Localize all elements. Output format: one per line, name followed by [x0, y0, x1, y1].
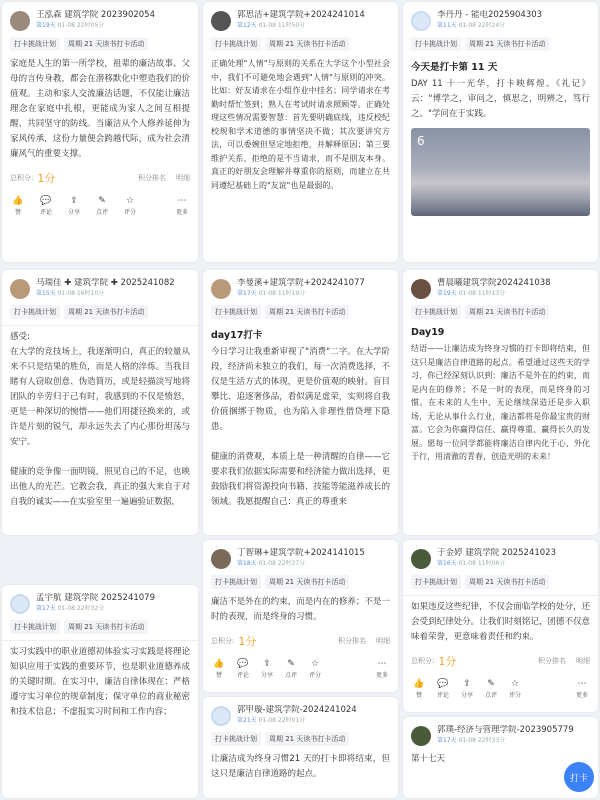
post-time: 01-08 22时33分: [458, 737, 506, 744]
total-label: 总积分:: [211, 637, 235, 645]
pencil-icon: ✎: [487, 679, 495, 689]
day-count: 第19天: [36, 22, 56, 29]
avatar[interactable]: [411, 11, 431, 31]
post-body: 如果违反这些纪律，不仅会面临学校的处分，还会受到纪律处分。让我们时刻铭记，团德不仅意味着荣誉，更意味着责任和约束。: [411, 602, 590, 642]
post-card[interactable]: [2, 2, 198, 262]
like-button[interactable]: 👍 赞: [12, 196, 24, 216]
share-button[interactable]: ⇪ 分享: [67, 196, 80, 216]
pencil-icon: ✎: [98, 196, 106, 206]
more-icon: ⋯: [177, 196, 187, 206]
points-value: 1分: [37, 172, 56, 185]
day-count: 第17天: [437, 737, 457, 744]
day-count: 第11天: [437, 22, 457, 29]
rate-button[interactable]: ☆ 评分: [508, 679, 521, 699]
avatar[interactable]: [411, 726, 431, 746]
post-time: 01-08 11时13分: [458, 290, 506, 297]
day-count: 第12天: [237, 22, 257, 29]
comment-icon: 💬: [237, 659, 249, 669]
share-icon: ⇪: [463, 679, 471, 689]
more-icon: ⋯: [377, 659, 387, 669]
thumb-up-icon: 👍: [413, 679, 425, 689]
post-title: 今天是打卡第 11 天: [411, 62, 498, 73]
post-body: 正确处理"人情"与原则的关系在大学这个小型社会中，我们不可避免地会遇到"人情"与原则的冲突。比如：好友请求在小组作业中挂名；同学请求在考勤时帮忙签到；熟人在考试时请求照顾等。正确处理这些情况需要智慧：首先要明确底线，违反校纪校规和学术道德的事情坚决不做；其次要讲究方法，可以委婉但坚定地拒绝，并解释原因；第三要维护关系，拒绝的是不当请求，而不是朋友本身。真正的好朋友会理解并尊重你的原则，而建立在共同遵纪基础上的"友谊"也是最弱的。: [211, 59, 390, 190]
post-card[interactable]: [203, 697, 398, 798]
comment-icon: 💬: [40, 196, 52, 206]
post-time: 01-08 16时10分: [57, 290, 105, 297]
tag-plan[interactable]: 打卡挑战计划: [411, 575, 461, 589]
more-button[interactable]: ⋯ 更多: [175, 196, 188, 216]
tag-cycle[interactable]: 周期 21 天读书打卡活动: [265, 37, 349, 51]
review-button[interactable]: ✎ 点评: [284, 659, 297, 679]
author-name[interactable]: 李曼溪+建筑学院+2024241077: [237, 278, 365, 288]
tag-cycle[interactable]: 周期 21 天读书打卡活动: [265, 732, 349, 746]
points-value: 1分: [238, 635, 257, 648]
comment-button[interactable]: 💬 评论: [39, 196, 52, 216]
total-label: 总积分:: [10, 174, 34, 182]
post-card[interactable]: [203, 540, 398, 692]
post-body: 廉洁不是外在的约束，而是内在的修养；不是一时的表现，而是终身的习惯。: [211, 597, 390, 622]
star-icon: ☆: [510, 679, 520, 689]
post-card[interactable]: [403, 2, 598, 262]
author-name[interactable]: 曹晨曦建筑学院2024241038: [437, 278, 551, 288]
author-name[interactable]: 孟宇航 建筑学院 2025241079: [36, 593, 155, 603]
post-card[interactable]: [203, 270, 398, 535]
day-count: 第18天: [237, 560, 257, 567]
tag-plan[interactable]: 打卡挑战计划: [411, 37, 461, 51]
day-count: 第17天: [36, 605, 56, 612]
share-icon: ⇪: [263, 659, 271, 669]
tag-cycle[interactable]: 周期 21 天读书打卡活动: [265, 305, 349, 319]
author-name[interactable]: 王泓森 建筑学院 2023902054: [36, 10, 155, 20]
comment-button[interactable]: 💬 评论: [236, 659, 249, 679]
star-icon: ☆: [310, 659, 320, 669]
image-number: 6: [417, 134, 425, 148]
post-body: DAY 11 十一光华，打卡映辉煌。《礼记》云："博学之，审问之，慎思之，明辨之，笃行之。"学问在于实践。: [411, 79, 590, 119]
detail-link[interactable]: 明细: [576, 657, 590, 665]
share-button[interactable]: ⇪ 分享: [260, 659, 273, 679]
thumb-up-icon: 👍: [213, 659, 225, 669]
tag-plan[interactable]: 打卡挑战计划: [211, 732, 261, 746]
tag-plan[interactable]: 打卡挑战计划: [411, 305, 461, 319]
like-button[interactable]: 👍 赞: [413, 679, 425, 699]
post-time: 01-08 22时24分: [458, 22, 506, 29]
post-card[interactable]: [403, 540, 598, 712]
post-body: 结语——让廉洁成为终身习惯的打卡即将结束，但这只是廉洁自律道路的起点。希望通过这些天的学习，你已经深刻认识到：廉洁不是外在的约束，而是内在的修养；不是一时的表现，而是终身的习惯。在未来的人生中，无论继续深造还是步入职场，无论从事什么行业，廉洁都将是你最宝贵的财富。它会为你赢得信任、赢得尊重、赢得长久的发展。愿每一位同学都能将廉洁自律内化于心、外化于行，用清澈的青春，创造光明的未来！: [411, 344, 590, 461]
share-button[interactable]: ⇪ 分享: [460, 679, 473, 699]
more-button[interactable]: ⋯ 更多: [375, 659, 388, 679]
avatar[interactable]: [10, 279, 30, 299]
avatar[interactable]: [411, 279, 431, 299]
tag-cycle[interactable]: 周期 21 天读书打卡活动: [465, 575, 549, 589]
post-time: 01-08 11时50分: [258, 22, 306, 29]
tag-cycle[interactable]: 周期 21 天读书打卡活动: [64, 305, 148, 319]
points-value: 1分: [438, 655, 457, 668]
rank-link[interactable]: 积分排名: [338, 637, 366, 645]
tag-plan[interactable]: 打卡挑战计划: [10, 37, 60, 51]
post-title: day17打卡: [211, 330, 263, 341]
avatar[interactable]: [211, 279, 231, 299]
post-time: 01-08 11时06分: [458, 560, 506, 567]
like-button[interactable]: 👍 赞: [213, 659, 225, 679]
checkin-fab-button[interactable]: 打卡: [564, 762, 594, 792]
thumb-up-icon: 👍: [12, 196, 24, 206]
rate-button[interactable]: ☆ 评分: [308, 659, 321, 679]
post-title: Day19: [411, 327, 445, 338]
star-icon: ☆: [125, 196, 135, 206]
post-time: 01-08 22时37分: [258, 560, 306, 567]
post-card[interactable]: [2, 585, 198, 798]
day-count: 第21天: [237, 717, 257, 724]
day-count: 第15天: [36, 290, 56, 297]
tag-cycle[interactable]: 周期 21 天读书打卡活动: [465, 37, 549, 51]
tag-cycle[interactable]: 周期 21 天读书打卡活动: [465, 305, 549, 319]
review-button[interactable]: ✎ 点评: [484, 679, 497, 699]
post-card[interactable]: [403, 270, 598, 535]
post-card[interactable]: [2, 270, 198, 535]
author-name[interactable]: 郭璞-经济与管理学院-2023905779: [437, 725, 574, 735]
avatar[interactable]: [10, 594, 30, 614]
author-name[interactable]: 于金婷 建筑学院 2025241023: [437, 548, 556, 558]
pencil-icon: ✎: [287, 659, 295, 669]
more-button[interactable]: ⋯ 更多: [575, 679, 588, 699]
avatar[interactable]: [411, 549, 431, 569]
rate-button[interactable]: ☆ 评分: [123, 196, 136, 216]
share-icon: ⇪: [70, 196, 78, 206]
post-body: 实习实践中的职业道德初体验实习实践是将理论知识应用于实践的重要环节，也是职业道德养成的关键时期。在实习中，廉洁自律体现在：严格遵守实习单位的规章制度；保守单位的商业秘密和技术信息；不虚报实习时间和工作内容；: [10, 647, 190, 717]
tag-cycle[interactable]: 周期 21 天读书打卡活动: [64, 37, 148, 51]
author-name[interactable]: 郭甲璇-建筑学院-2024241024: [237, 705, 357, 715]
tag-plan[interactable]: 打卡挑战计划: [10, 620, 60, 634]
post-time: 01-08 22时05分: [57, 22, 105, 29]
post-card[interactable]: [203, 2, 398, 262]
review-button[interactable]: ✎ 点评: [95, 196, 108, 216]
total-label: 总积分:: [411, 657, 435, 665]
rank-link[interactable]: 积分排名: [538, 657, 566, 665]
post-body: 家庭是人生的第一所学校，祖辈的廉洁故事、父母的言传身教，都会在潜移默化中塑造我们的价值观。主动和家人交流廉洁话题，不仅能让廉洁理念在家庭中扎根，更能成为家人之间互相提醒、共同坚守的防线。当廉洁从个人修养延伸为家风传承，这份力量便会跨越代际，成为社会清廉风气的重要支撑。: [10, 59, 190, 159]
tag-plan[interactable]: 打卡挑战计划: [211, 305, 261, 319]
more-icon: ⋯: [577, 679, 587, 689]
comment-button[interactable]: 💬 评论: [436, 679, 449, 699]
author-name[interactable]: 丁智琳+建筑学院+2024141015: [237, 548, 365, 558]
day-count: 第17天: [237, 290, 257, 297]
post-time: 01-08 22时01分: [258, 717, 306, 724]
comment-icon: 💬: [437, 679, 449, 689]
rank-link[interactable]: 积分排名: [138, 174, 166, 182]
detail-link[interactable]: 明细: [376, 637, 390, 645]
detail-link[interactable]: 明细: [176, 174, 190, 182]
tag-plan[interactable]: 打卡挑战计划: [211, 575, 261, 589]
author-name[interactable]: 郭思洁+建筑学院+2024241014: [237, 10, 365, 20]
avatar[interactable]: [211, 706, 231, 726]
post-body: 让廉洁成为终身习惯21 天的打卡即将结束，但这只是廉洁自律道路的起点。: [211, 754, 390, 779]
tag-cycle[interactable]: 周期 21 天读书打卡活动: [64, 620, 148, 634]
post-time: 01-08 11时19分: [258, 290, 306, 297]
post-body: 第十七天: [411, 754, 446, 764]
post-body: 今日学习让我重新审视了"消费"二字。在大学阶段，经济尚未独立的我们，每一次消费选择，不仅是生活方式的体现，更是价值观的映射。盲目攀比、追逐奢侈品，看似满足虚荣，实则将自我价值捆绑于物质，也为陷入非理性借贷埋下隐患。 健康的消费观，本质上是一种清醒的自律——它要求我们依据实际需要和经济能力做出选择，更鼓励我们将资源投向书籍、技能等能滋养成长的领域。我愿提醒自己：真正的尊重来: [211, 347, 390, 507]
tag-cycle[interactable]: 周期 21 天读书打卡活动: [265, 575, 349, 589]
post-body: 感受: 在大学的竞技场上，我逐渐明白，真正的较量从来不只是结果的胜负，而是人格的淬炼。当我目睹有人窃取创意、伪造简历，或是轻描淡写地将团队的辛劳归于己有时，我感到的不仅是愤怒，更是一种深切的惋惜——他们用捷径换来的，或许是片刻的锐气，却永远失去了内心那份坦荡与安宁。 健康的竞争像一面明镜，照见自己的不足，也映出他人的光芒。它教会我，真正的强大来自于对自我的诚实——在实验室里一遍遍验证数据，: [10, 332, 190, 507]
day-count: 第16天: [437, 560, 457, 567]
avatar[interactable]: [10, 11, 30, 31]
author-name[interactable]: 马瑞佳 ✚ 建筑学院 ✚ 2025241082: [36, 278, 175, 288]
avatar[interactable]: [211, 11, 231, 31]
post-time: 01-08 22时32分: [57, 605, 105, 612]
post-image[interactable]: [411, 128, 590, 216]
tag-plan[interactable]: 打卡挑战计划: [10, 305, 60, 319]
day-count: 第19天: [437, 290, 457, 297]
tag-plan[interactable]: 打卡挑战计划: [211, 37, 261, 51]
avatar[interactable]: [211, 549, 231, 569]
author-name[interactable]: 李丹丹 - 能电2025904303: [437, 10, 543, 20]
